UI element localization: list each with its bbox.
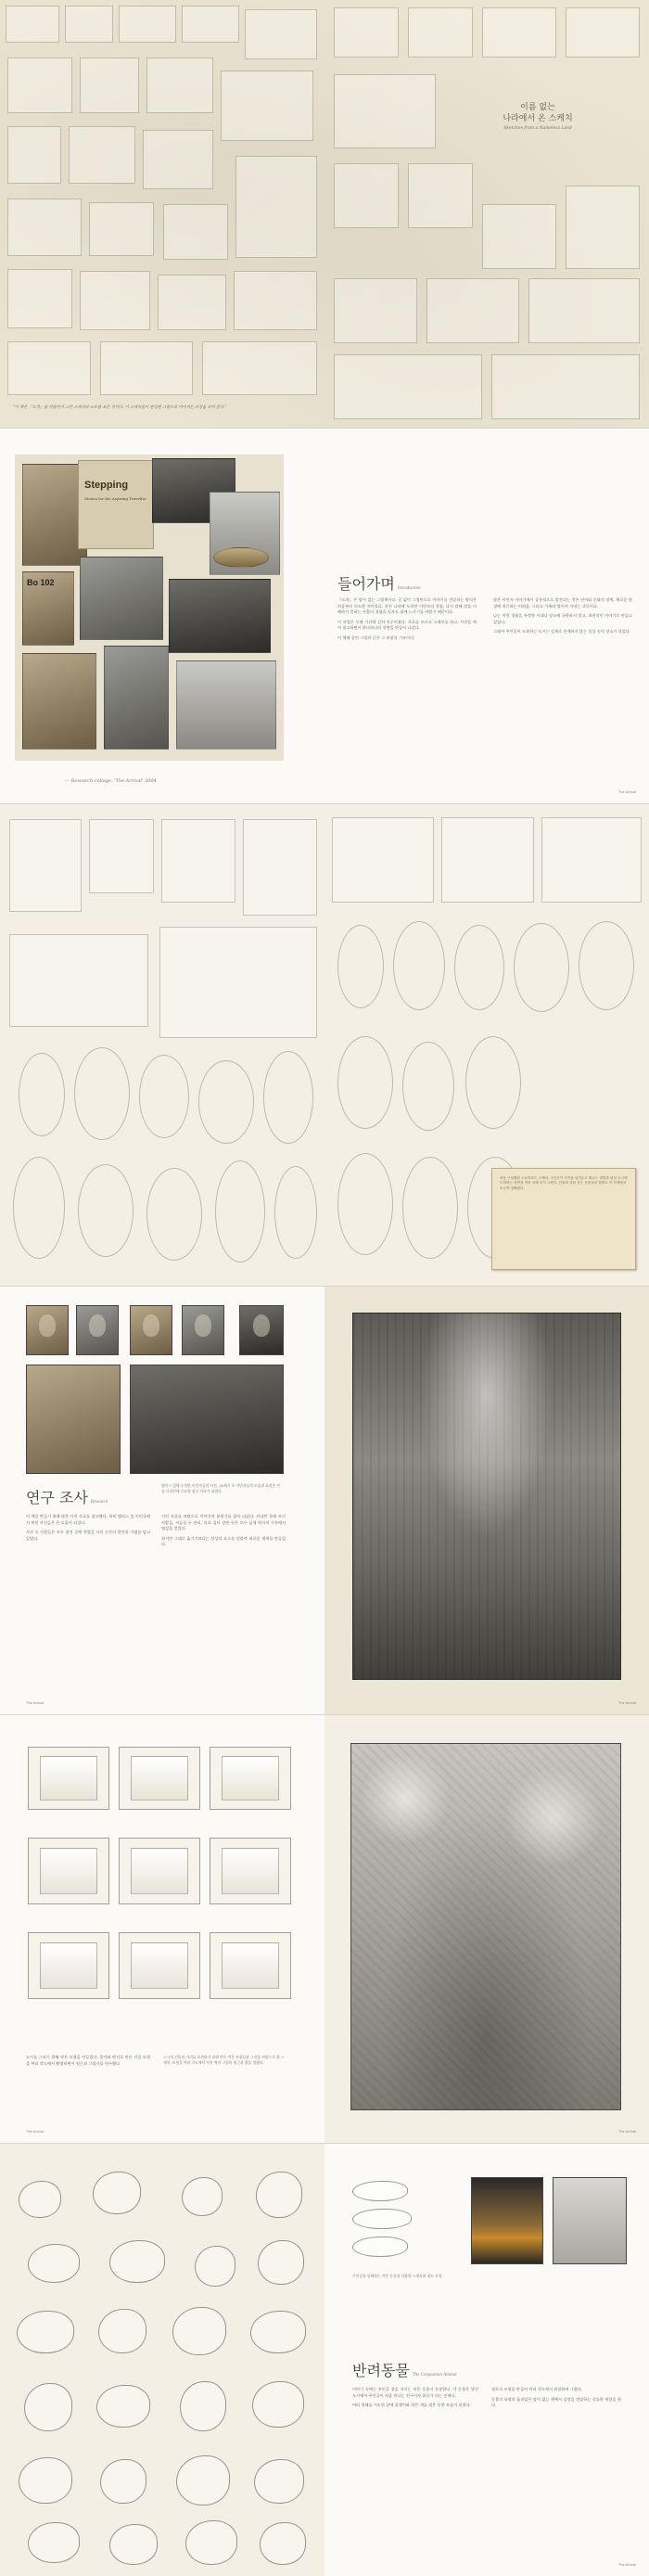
folio: The Arrival [617,2562,636,2567]
collage-number: Bo 102 [27,578,55,587]
thumbnail-sketch [234,271,317,330]
thumbnail-sketch [69,126,135,184]
city-illustration [350,1743,621,2110]
paragraph: 사진 속 사람들은 모두 낯선 곳에 첫발을 디딘 순간의 불안과 기대를 담고 있었다. [26,1530,150,1541]
paragraph: 하지만 그대로 옮기기보다는 상상의 요소를 덧붙여 새로운 세계를 만들었다. [161,1535,286,1547]
storyboard-panel [89,819,154,893]
figure-sketch [337,1153,393,1255]
thumbnail-sketch [146,58,213,113]
folio: The Arrival [26,2129,45,2134]
paragraph: 『도착』은 말이 없는 그림책이다. 글 없이 그림만으로 이야기를 전달하는 방식은 처음부터 의도한 것이었다. 낯선 나라에 도착한 이민자의 경험, 다시 말해 말을 이해하지 못하는 사람의 경험을 독자도 함께 느끼기를 바랐기 때문이다. [337,597,477,615]
thumbnail-sketch [80,58,139,113]
thumbnail-sketch [7,269,72,328]
figure-sketch [402,1157,458,1259]
body-column-left [352,2387,478,2413]
thumbnail-sketch [408,163,473,228]
collage-photo [22,571,74,646]
thumbnail-sketch [334,7,399,58]
thumbnail-sketch [163,204,228,260]
photo-caption: 엘리스 섬에 도착한 이민자들의 사진. 20세기 초 이민자들의 모습과 표정은 인물 디자인에 중요한 참고 자료가 되었다. [161,1483,281,1493]
section-title-en: Introduction [397,586,421,591]
paragraph: 이 책에 실린 그림과 글은 그 과정의 기록이다. [337,634,415,640]
collage-handwritten-note: — Research collage, 'The Arrival' 2004 [65,778,157,784]
models-page [0,1715,324,2143]
research-page [0,1287,324,1714]
portrait-photo [130,1305,172,1355]
figure-sketch [139,1055,189,1138]
paragraph: 여러 형태를 시도한 끝에 올챙이와 작은 개를 섞은 듯한 모습이 되었다. [352,2403,471,2408]
thumbnail-sketch [6,6,59,43]
storyboard-panel [441,817,534,903]
creature-sketch [256,2172,302,2218]
thumbnail-sketch [143,130,213,189]
thumbnail-sketch [7,199,82,256]
ellis-island-hall-photo [130,1365,284,1474]
collage-airship [213,547,269,568]
clay-model-photo [553,2177,627,2264]
body-column-right [161,1514,286,1552]
storyboard-panel [9,934,148,1027]
note-text: 처음 구상했던 스토리보드 스케치. 주인공이 가족을 남겨두고 떠나는 장면과 낯선 도시에 도착하는 장면을 여러 차례 다시 그렸다. 인물과 괴물 같은 동물들의 형태도 이 단계에서 조금씩 정해졌다. [500,1176,628,1190]
title-line-2: 나라에서 온 스케치 [503,114,573,123]
figure-sketch [74,1047,130,1140]
thumbnail-sketch [482,204,556,269]
figure-sketch [337,1036,393,1129]
book-title [445,102,630,131]
thumbnail-sketch [235,156,317,258]
paragraph: 도시를 그리기 위해 작은 모형을 만들었다. 종이와 판지로 만든 건물 모형을 여러 각도에서 촬영하면서 원근과 그림자를 연구했다. [26,2055,150,2066]
folio: The Arrival [617,789,636,794]
figure-sketch [215,1160,265,1262]
model-photo [119,1932,200,1999]
spread-title [0,0,649,429]
creature-sketch [109,2524,158,2565]
spread-introduction [0,429,649,804]
storyboard-left [0,804,324,1286]
collage-photo [80,557,163,640]
spread-companion [0,2144,649,2576]
body-column-right [491,2387,621,2413]
model-photo [28,1838,109,1904]
sketch-note-card [491,1168,636,1270]
storyboard-panel [541,817,642,903]
creature-sketch [109,2240,165,2283]
figure-sketch [198,1060,254,1144]
figure-sketch [78,1164,134,1257]
thumbnail-sketch [491,354,640,419]
model-photo [28,1747,109,1810]
title-page-right [324,0,649,428]
section-title-ko: 연구 조사 [26,1489,88,1506]
portrait-photo [76,1305,119,1355]
portrait-photo [182,1305,224,1355]
thumbnail-sketch [334,354,482,419]
figure-sketch [274,1166,317,1259]
paragraph: 이 작업은 오랜 기간에 걸쳐 이루어졌다. 자료를 모으고 스케치를 하고, 사진을 찍어 참고하면서 하나하나의 장면을 만들어 나갔다. [337,619,477,631]
body-column-left [337,597,477,646]
figure-sketch [19,1053,65,1136]
paragraph: 점토로 모형을 만들어 여러 각도에서 관찰하며 그렸다. [491,2387,583,2391]
creature-sketch [176,2455,230,2506]
folio: The Arrival [617,1700,636,1705]
creature-sketch [260,2522,306,2565]
model-photo [210,1932,291,1999]
thumbnail-sketch [482,7,556,58]
creature-sketch [180,2381,226,2431]
creature-sketch [250,2311,306,2353]
spread-research [0,1287,649,1715]
figure-sketch [393,921,445,1010]
thumbnail-sketch [334,74,436,148]
folio: The Arrival [26,1700,45,1705]
companion-caption: 주인공과 함께하는 작은 동물의 다양한 스케치와 점토 모형. [352,2274,443,2278]
storyboard-panel [243,819,317,916]
collage-page [0,429,324,803]
figure-sketch [579,921,634,1010]
creature-sketch [258,2240,304,2285]
thumbnail-sketch [334,163,399,228]
companion-text-page [324,2144,649,2576]
creature-sketch [19,2181,61,2218]
section-title-ko: 들어가며 [337,575,395,593]
creature-sketch [252,2381,304,2428]
collage-label: Stepping [84,480,129,491]
collage-photo [104,646,169,750]
creature-sketch [352,2209,412,2229]
thumbnail-sketch [566,7,640,58]
thumbnail-sketch [202,341,317,395]
folio: The Arrival [617,2129,636,2134]
figure-sketch [514,923,569,1012]
section-title-en: Research [90,1500,108,1505]
storyboard-panel [332,817,434,903]
thumbnail-sketch [566,186,640,269]
thumbnail-sketch [245,9,317,59]
storyboard-right [324,804,649,1286]
figure-sketch [263,1051,313,1144]
paragraph: 이런 자료를 바탕으로 이야기의 분위기를 잡아 나갔다. 커다란 홀에 모인 사람들, 서류를 든 관리, 의료 검사 장면 등은 모두 실제 역사적 기록에서 영감을 얻었다. [161,1514,286,1532]
collage-photo [169,579,271,653]
title-line-1: 이름 없는 [520,103,555,112]
creature-sketch [93,2172,141,2214]
section-title [337,572,421,594]
thumbnail-sketch [334,278,417,343]
creature-sketch [182,2177,223,2216]
thumbnail-sketch [426,278,519,343]
collage-photo [176,660,276,750]
section-title-ko: 반려동물 [352,2362,410,2379]
section-title [26,1486,108,1507]
section-title-en: The Companion Animal [412,2373,457,2377]
paragraph: 이야기 속에는 주인공 곁을 지키는 작은 동물이 등장한다. 이 동물은 낯선 도시에서 주인공이 처음 만나는 친구이자 위로가 되는 존재다. [352,2387,478,2398]
creature-sketch [352,2181,408,2201]
creature-sketch [195,2246,235,2287]
creature-sketch [100,2459,146,2504]
creature-sketch [28,2244,80,2283]
model-photo [119,1747,200,1810]
model-photo [28,1932,109,1999]
great-hall-illustration [352,1313,621,1680]
creature-sketch-page [0,2144,324,2576]
thumbnail-sketch [65,6,113,43]
creature-sketch [17,2311,74,2353]
body-column-left [26,1514,150,1545]
model-caption: 도시의 건물과 거리를 표현하기 위해 만든 작은 모형들과 그것을 바탕으로 한 스케치. 모형을 여러 각도에서 사진 찍어 그림의 원근과 빛을 정했다. [163,2055,285,2065]
creature-sketch [24,2383,72,2431]
thumbnail-sketch [7,58,72,113]
portrait-photo [239,1305,284,1355]
title-english: Sketches from a Nameless Land [503,126,572,131]
figure-sketch [465,1036,521,1129]
hand-creature-photo [471,2177,543,2264]
model-photo [210,1747,291,1810]
thumbnail-sketch [7,126,61,184]
section-title [352,2359,457,2380]
thumbnail-sketch [80,271,150,330]
body-column-left [26,2055,150,2070]
figure-sketch [454,925,504,1010]
model-photo [119,1838,200,1904]
thumbnail-sketch [100,341,193,395]
thumbnail-sketch [182,6,239,43]
figure-sketch [13,1157,65,1259]
paragraph: 많은 이민자 이야기에서 공통적으로 발견되는 것은 언어와 문화의 장벽, 새로운 환경에 적응하는 어려움, 그리고 가족과 떨어져 지내는 고독이다. [493,597,632,609]
immigrant-family-photo [26,1365,121,1474]
paragraph: 나는 이런 경험을 특정한 시대나 장소에 국한하지 않고, 보편적인 이야기로 만들고 싶었다. [493,613,632,624]
thumbnail-sketch [408,7,473,58]
thumbnail-sketch [89,202,154,256]
figure-sketch [337,925,384,1008]
creature-sketch [19,2457,72,2504]
creature-sketch [28,2522,80,2563]
thumbnail-sketch [119,6,176,43]
paragraph: 그래서 주인공이 도착하는 도시는 실제로 존재하지 않는 상상 속의 장소가 되었다. [493,629,631,634]
thumbnail-sketch [528,278,640,343]
creature-sketch [254,2459,304,2504]
creature-sketch [96,2385,150,2428]
storyboard-panel [159,927,317,1038]
creature-sketch [172,2307,226,2355]
thumbnail-sketch [7,341,91,395]
model-photo [210,1838,291,1904]
creature-sketch [352,2236,408,2257]
figure-sketch [402,1042,454,1131]
sketch-page-left [0,0,324,428]
storyboard-panel [9,819,82,912]
collage-photo [22,653,96,750]
research-collage [15,455,284,761]
collage-poster [78,460,154,549]
thumbnail-sketch [158,275,226,330]
introduction-page [324,429,649,803]
portrait-photo [26,1305,69,1355]
collage-sublabel: Stones for the Aspiring Traveller [84,496,146,501]
spread-models [0,1715,649,2144]
body-column-right [493,597,632,639]
figure-sketch [146,1168,202,1261]
storyboard-panel [161,819,235,903]
paragraph: 동물의 표정과 움직임은 말이 없는 책에서 감정을 전달하는 중요한 역할을 한다. [491,2396,621,2408]
city-page [324,1715,649,2143]
paragraph: 이 책을 만들기 위해 많은 사진 자료를 참고했다. 특히 엘리스 섬 이민국에서 찍힌 사진들은 큰 도움이 되었다. [26,1514,150,1525]
creature-sketch [98,2309,146,2353]
great-hall-page [324,1287,649,1714]
creature-sketch [185,2520,237,2565]
spread-storyboard [0,804,649,1287]
thumbnail-sketch [221,70,313,141]
intro-quote: "이 책은 『도착』을 만들면서 그린 스케치와 노트를 모은 것이다. 이 스케치들이 완성된 그림으로 이어지는 과정을 보여 준다." [13,404,227,409]
